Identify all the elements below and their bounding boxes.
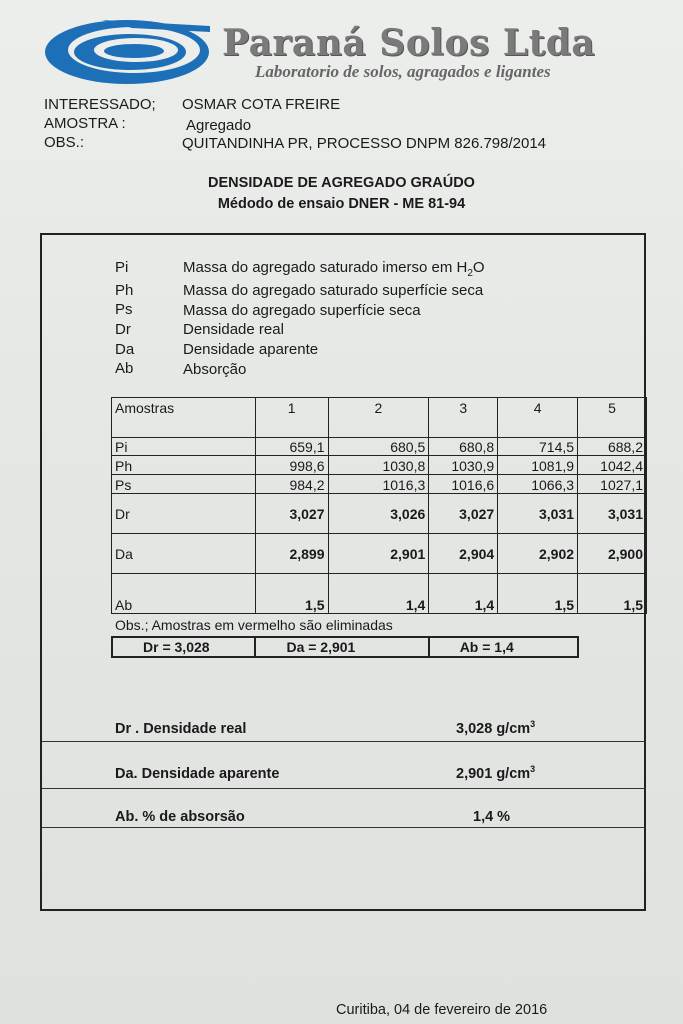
amostra-label: AMOSTRA : [44, 115, 126, 132]
divider [42, 788, 646, 789]
summary-row [112, 637, 578, 657]
table-row [112, 456, 647, 475]
table-cell: 680,5 [328, 438, 429, 456]
result-ab-label: Ab. % de absorsão [115, 809, 245, 825]
row-label: Dr [112, 494, 256, 534]
obs-note: Obs.; Amostras em vermelho são eliminadas [115, 617, 393, 633]
table-cell: 1027,1 [578, 475, 647, 494]
interessado-label: INTERESSADO; [44, 96, 156, 113]
divider [42, 741, 646, 742]
table-cell: 2,904 [429, 534, 498, 574]
amostra-value: Agregado [186, 117, 252, 134]
table-cell: 998,6 [255, 456, 328, 475]
table-column-header: 5 [578, 398, 647, 438]
table-cell: 2,902 [498, 534, 578, 574]
summary-table [111, 636, 579, 658]
table-cell: 984,2 [255, 475, 328, 494]
legend-desc: Absorção [183, 361, 247, 378]
table-cell: 1,5 [578, 574, 647, 614]
summary-dr: Dr = 3,028 [112, 637, 255, 657]
legend-code: Ph [115, 282, 134, 299]
row-label: Da [112, 534, 256, 574]
table-cell: 1,5 [255, 574, 328, 614]
row-label: Ps [112, 475, 256, 494]
legend-desc: Massa do agregado saturado imerso em $H_2O$ [183, 259, 485, 279]
legend-code: Dr [115, 321, 131, 338]
table-column-header: 2 [328, 398, 429, 438]
legend-code: Pi [115, 259, 129, 276]
row-label: Ab [112, 574, 256, 614]
table-cell: 1016,3 [328, 475, 429, 494]
table-cell: 1,4 [328, 574, 429, 614]
result-dr-label: Dr . Densidade real [115, 721, 247, 737]
table-cell: 3,031 [498, 494, 578, 534]
table-row [112, 574, 647, 614]
company-name: Paraná Solos Ltda [222, 22, 596, 64]
table-row [112, 475, 647, 494]
table-row [112, 494, 647, 534]
table-column-header: 1 [255, 398, 328, 438]
table-cell: 1030,8 [328, 456, 429, 475]
table-cell: 1030,9 [429, 456, 498, 475]
obs-label: OBS.: [44, 134, 85, 151]
summary-ab: Ab = 1,4 [429, 637, 578, 657]
table-cell: 1,4 [429, 574, 498, 614]
summary-da: Da = 2,901 [255, 637, 428, 657]
result-da-value: 2,901 $g/cm^3$ [456, 764, 536, 782]
legend-desc: Densidade real [183, 321, 284, 338]
table-cell: 1042,4 [578, 456, 647, 475]
footer-date: Curitiba, 04 de fevereiro de 2016 [336, 1002, 548, 1018]
table-cell: 1081,9 [498, 456, 578, 475]
legend-desc: Massa do agregado saturado superfície seca [183, 282, 484, 299]
table-cell: 1066,3 [498, 475, 578, 494]
table-cell: 659,1 [255, 438, 328, 456]
table-row [112, 438, 647, 456]
table-cell: 1016,6 [429, 475, 498, 494]
table-cell: 2,899 [255, 534, 328, 574]
result-dr-value: 3,028 $g/cm^3$ [456, 719, 536, 737]
table-header-row [112, 398, 647, 438]
table-cell: 3,027 [255, 494, 328, 534]
document-method: Médodo de ensaio DNER - ME 81-94 [217, 196, 466, 212]
legend-desc: Massa do agregado superfície seca [183, 302, 421, 319]
result-da-label: Da. Densidade aparente [115, 766, 280, 782]
result-ab-value: 1,4 % [473, 809, 511, 825]
company-subtitle: Laboratorio de solos, agragados e ligantes [255, 62, 551, 81]
interessado-value: OSMAR COTA FREIRE [182, 96, 341, 113]
obs-value: QUITANDINHA PR, PROCESSO DNPM 826.798/2014 [182, 135, 547, 152]
row-label: Ph [112, 456, 256, 475]
company-logo-icon [42, 12, 212, 87]
table-cell: 3,027 [429, 494, 498, 534]
table-header-label: Amostras [112, 398, 256, 438]
legend-desc: Densidade aparente [183, 341, 319, 358]
row-label: Pi [112, 438, 256, 456]
table-cell: 714,5 [498, 438, 578, 456]
table-column-header: 3 [429, 398, 498, 438]
legend-code: Da [115, 341, 135, 358]
table-column-header: 4 [498, 398, 578, 438]
legend-code: Ab [115, 360, 134, 377]
density-table [111, 397, 647, 614]
table-cell: 688,2 [578, 438, 647, 456]
table-cell: 3,031 [578, 494, 647, 534]
table-cell: 2,900 [578, 534, 647, 574]
table-cell: 2,901 [328, 534, 429, 574]
table-cell: 3,026 [328, 494, 429, 534]
table-cell: 680,8 [429, 438, 498, 456]
divider [42, 827, 646, 828]
document-title: DENSIDADE DE AGREGADO GRAÚDO [208, 175, 475, 191]
legend-code: Ps [115, 301, 133, 318]
table-cell: 1,5 [498, 574, 578, 614]
table-row [112, 534, 647, 574]
